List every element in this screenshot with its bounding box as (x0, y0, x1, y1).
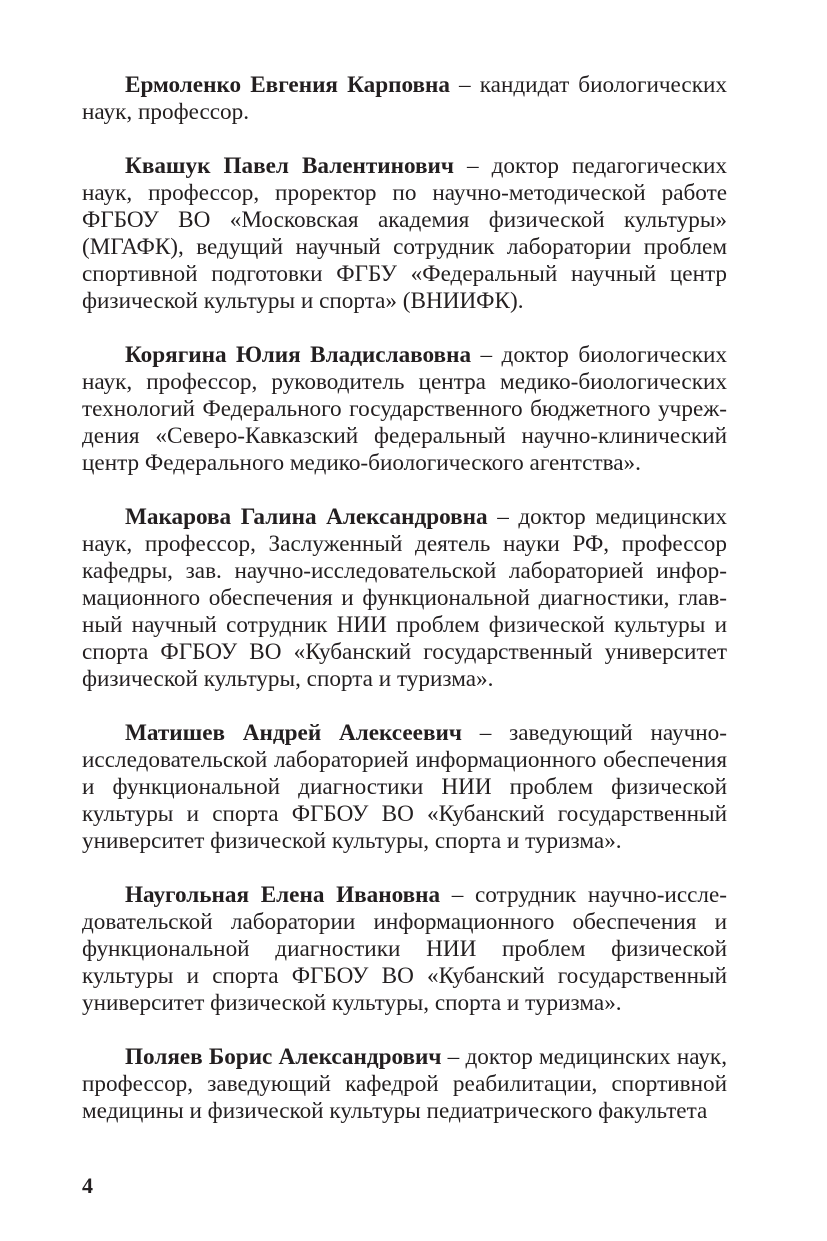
author-name: Макарова Галина Александровна (125, 504, 488, 530)
author-description: – кандидат биологических наук, профессор. (82, 72, 727, 125)
author-name: Корягина Юлия Владиславовна (125, 342, 472, 368)
author-entry (82, 153, 727, 315)
author-name: Матишев Андрей Алексеевич (125, 720, 462, 746)
author-entry (82, 882, 727, 1017)
author-name: Поляев Борис Александрович (125, 1044, 442, 1070)
author-description: – сотрудник научно-исследовательской лаборатории информационного обеспечения и функциональной диагностики НИИ проблем физической культуры и спорта ФГБОУ ВО «Кубанский государственный университет физической культуры, спорта и туризма». (82, 882, 728, 1016)
author-description: – доктор биологических наук, профессор, руководитель центра медико-биологических технологий Федерального государственного бюджетного учреждения «Северо-Кавказский федеральный научно-клинический центр Федерального медико-биологического агентства». (82, 342, 727, 476)
page-number: 4 (82, 1173, 93, 1198)
author-entry (82, 1044, 727, 1125)
author-name: Квашук Павел Валентинович (125, 153, 454, 179)
page-body (82, 72, 727, 1152)
author-description: – доктор медицинских наук, профессор, заведующий кафедрой реабилитации, спортивной медицины и физической культуры педиатрического факультета (82, 1044, 727, 1124)
author-description: – доктор медицинских наук, профессор, Заслуженный деятель науки РФ, профессор кафедры, зав. научно-исследовательской лабораторией информационного обеспечения и функциональной диагностики, главный научный сотрудник НИИ проблем физической культуры и спорта ФГБОУ ВО «Кубанский государственный университет физической культуры, спорта и туризма». (82, 504, 727, 692)
author-name: Ермоленко Евгения Карповна (125, 72, 450, 98)
author-entry (82, 72, 727, 126)
author-entry (82, 720, 727, 855)
author-description: – заведующий научно-исследовательской лабораторией информационного обеспечения и функциональной диагностики НИИ проблем физической культуры и спорта ФГБОУ ВО «Кубанский государственный университет физической культуры, спорта и туризма». (82, 720, 727, 854)
author-name: Наугольная Елена Ивановна (125, 882, 441, 908)
author-description: – доктор педагогических наук, профессор, проректор по научно-методической работе ФГБОУ ВО «Московская академия физической культуры» (МГАФК), ведущий научный сотрудник лаборатории проблем спортивной подготовки ФГБУ «Федеральный научный центр физической культуры и спорта» (ВНИИФК). (82, 153, 728, 314)
author-entry (82, 504, 727, 693)
author-entry (82, 342, 727, 477)
